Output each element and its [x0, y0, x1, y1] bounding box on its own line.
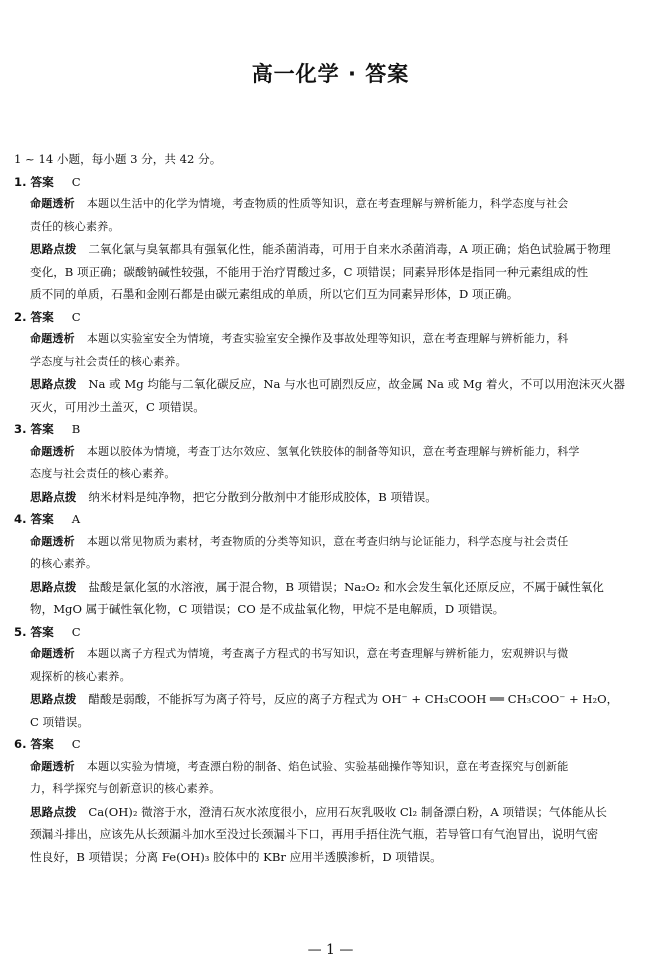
hint-line — [14, 238, 649, 261]
hint-line: 灭火，可用沙土盖灭，C 项错误。 — [30, 399, 205, 414]
answer-value: B — [71, 422, 81, 436]
analysis-line — [14, 441, 649, 464]
question-number: 6. — [14, 737, 27, 751]
answer-content — [14, 148, 649, 868]
answer-label: 答案 — [30, 624, 54, 639]
question-2-heading — [14, 306, 649, 329]
hint-line — [14, 801, 649, 824]
analysis-label: 命题透析 — [30, 534, 75, 548]
analysis-line — [14, 328, 649, 351]
question-6-heading — [14, 733, 649, 756]
hint-label: 思路点拨 — [30, 804, 77, 819]
analysis-label: 命题透析 — [30, 332, 75, 345]
hint-line — [14, 486, 649, 509]
question-number: 1. — [14, 174, 27, 189]
question-number: 3. — [14, 422, 27, 436]
answer-value: C — [71, 737, 81, 751]
analysis-label: 命题透析 — [30, 197, 75, 210]
question-1-heading — [14, 171, 649, 194]
hint-line: 物，MgO 属于碱性氧化物，C 项错误；CO 是不成盐氧化物，甲烷不是电解质，D 项错误。 — [30, 602, 505, 616]
answer-label: 答案 — [30, 174, 54, 189]
hint-line: C 项错误。 — [30, 714, 89, 729]
question-number: 4. — [14, 512, 27, 526]
analysis-text: 本题以常见物质为素材，考查物质的分类等知识，意在考查归纳与论证能力，科学态度与社会责任 — [86, 534, 569, 548]
analysis-line: 责任的核心素养。 — [30, 219, 120, 233]
analysis-line: 观探析的核心素养。 — [30, 669, 131, 683]
page-number: — 1 — — [307, 942, 354, 958]
question-number: 2. — [14, 309, 27, 324]
analysis-label: 命题透析 — [30, 647, 75, 660]
hint-label: 思路点拨 — [30, 489, 77, 504]
analysis-line: 的核心素养。 — [30, 557, 98, 570]
analysis-line — [14, 193, 649, 216]
hint-text: 二氧化氯与臭氧都具有强氧化性，能杀菌消毒，可用于自来水杀菌消毒，A 项正确；焰色试验属于物理 — [88, 242, 611, 256]
hint-label: 思路点拨 — [30, 242, 77, 256]
answer-value: C — [71, 624, 81, 639]
hint-text: Na 或 Mg 均能与二氧化碳反应，Na 与水也可剧烈反应，故金属 Na 或 Mg 着火，不可以用泡沫灭火器 — [88, 377, 626, 391]
answer-label: 答案 — [30, 737, 54, 751]
answer-label: 答案 — [30, 309, 54, 324]
question-5-heading — [14, 621, 649, 644]
analysis-line: 学态度与社会责任的核心素养。 — [30, 354, 187, 368]
analysis-text: 本题以离子方程式为情境，考查离子方程式的书写知识，意在考查理解与辨析能力，宏观辨识与微 — [86, 647, 569, 660]
hint-line — [14, 688, 649, 711]
answer-value: C — [71, 174, 81, 189]
hint-label: 思路点拨 — [30, 579, 77, 594]
hint-text: 盐酸是氯化氢的水溶液，属于混合物，B 项错误；Na₂O₂ 和水会发生氧化还原反应，不属于碱性氧化 — [88, 579, 604, 594]
hint-text: Ca(OH)₂ 微溶于水，澄清石灰水浓度很小，应用石灰乳吸收 Cl₂ 制备漂白粉，A 项错误；气体能从长 — [88, 804, 607, 819]
answer-value: A — [71, 512, 81, 526]
hint-text: 纳米材料是纯净物，把它分散到分散剂中才能形成胶体，B 项错误。 — [88, 489, 437, 504]
hint-line: 性良好，B 项错误；分离 Fe(OH)₃ 胶体中的 KBr 应用半透膜渗析，D 项错误。 — [30, 849, 442, 864]
hint-label: 思路点拨 — [30, 692, 77, 706]
analysis-label: 命题透析 — [30, 444, 75, 458]
answer-label: 答案 — [30, 422, 54, 436]
analysis-line — [14, 643, 649, 666]
question-4-heading — [14, 508, 649, 531]
hint-line: 质不同的单质，石墨和金刚石都是由碳元素组成的单质，所以它们互为同素异形体，D 项正确。 — [30, 287, 519, 301]
answer-value: C — [71, 309, 81, 324]
analysis-label: 命题透析 — [30, 759, 75, 773]
hint-text: 醋酸是弱酸，不能拆写为离子符号，反应的离子方程式为 OH⁻ + CH₃COOH ══ CH₃COO⁻ + H₂O， — [88, 692, 619, 706]
hint-line: 颈漏斗排出，应该先从长颈漏斗加水至没过长颈漏斗下口，再用手捂住洗气瓶，若导管口有气泡冒出，说明气密 — [30, 827, 599, 841]
analysis-text: 本题以实验室安全为情境，考查实验室安全操作及事故处理等知识，意在考查理解与辨析能力，科 — [86, 332, 569, 345]
hint-line — [14, 373, 649, 396]
analysis-line: 态度与社会责任的核心素养。 — [30, 467, 176, 480]
analysis-text: 本题以生活中的化学为情境，考查物质的性质等知识，意在考查理解与辨析能力，科学态度与社会 — [86, 197, 569, 210]
question-number: 5. — [14, 624, 27, 639]
analysis-text: 本题以胶体为情境，考查丁达尔效应、氢氧化铁胶体的制备等知识，意在考查理解与辨析能力，科学 — [86, 444, 580, 458]
analysis-line — [14, 756, 649, 779]
analysis-line — [14, 531, 649, 554]
question-3-heading — [14, 418, 649, 441]
hint-label: 思路点拨 — [30, 377, 77, 391]
answer-label: 答案 — [30, 512, 54, 526]
hint-line — [14, 576, 649, 599]
analysis-text: 本题以实验为情境，考查漂白粉的制备、焰色试验、实验基础操作等知识，意在考查探究与创新能 — [86, 759, 569, 773]
page-title: 高一化学 · 答案 — [251, 62, 410, 86]
hint-line: 变化，B 项正确；碳酸钠碱性较强，不能用于治疗胃酸过多，C 项错误；同素异形体是指同一种元素组成的性 — [30, 264, 589, 279]
analysis-line: 力，科学探究与创新意识的核心素养。 — [30, 782, 221, 795]
intro-text: 1 ~ 14 小题，每小题 3 分，共 42 分。 — [14, 152, 222, 166]
